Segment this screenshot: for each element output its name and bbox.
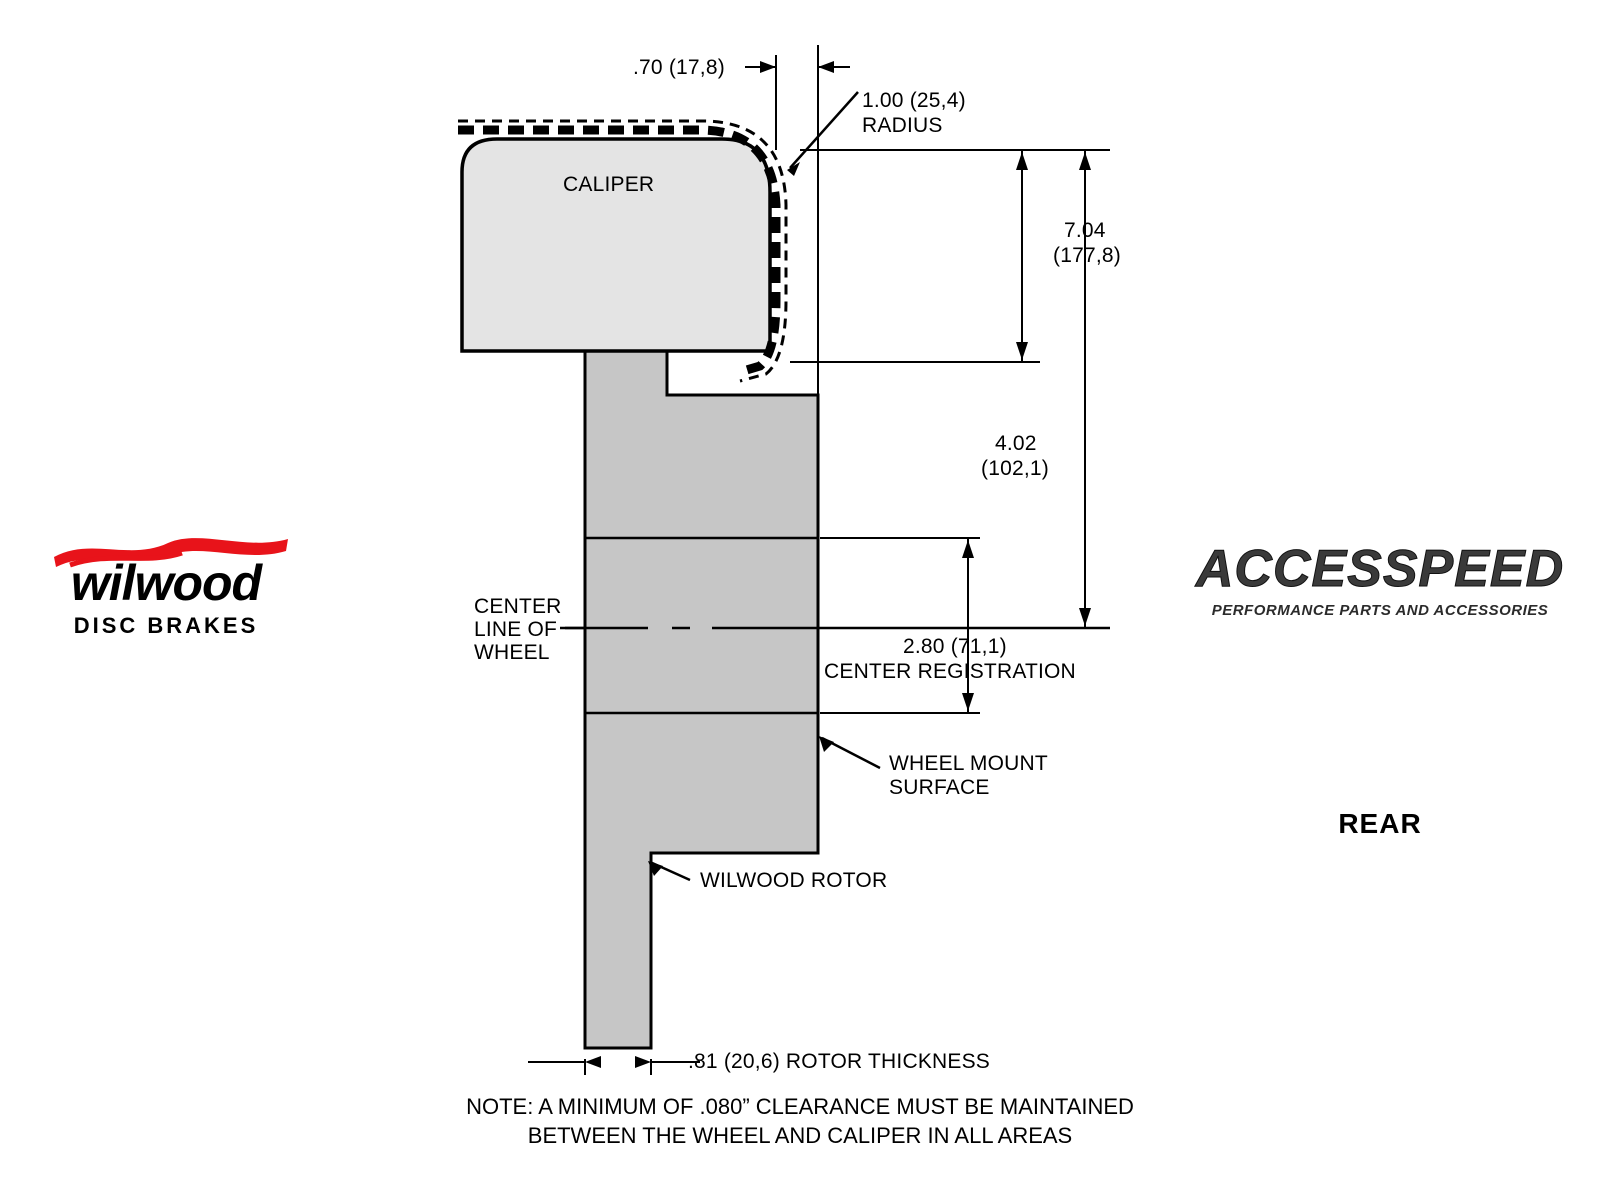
- dimension-upper-height-line2: (102,1): [981, 457, 1049, 480]
- callout-wheel-mount-line2: SURFACE: [889, 776, 990, 799]
- callout-centerline-line1: CENTER: [474, 595, 562, 618]
- dimension-radius-line1: 1.00 (25,4): [862, 89, 966, 112]
- callout-wheel-mount-line1: WHEEL MOUNT: [889, 752, 1048, 775]
- clearance-note-line1: NOTE: A MINIMUM OF .080” CLEARANCE MUST BE MAINTAINED: [466, 1094, 1134, 1119]
- accesspeed-tagline: PERFORMANCE PARTS AND ACCESSORIES: [1211, 602, 1549, 619]
- callout-centerline-line2: LINE OF: [474, 618, 558, 641]
- dimension-center-registration-line1: 2.80 (71,1): [903, 635, 1007, 658]
- wilwood-tagline: DISC BRAKES: [73, 613, 259, 638]
- caliper-shape: [462, 139, 770, 351]
- accesspeed-logo: [1190, 540, 1570, 640]
- wilwood-wordmark: wilwood: [70, 555, 262, 611]
- dimension-upper-height-line1: 4.02: [995, 432, 1037, 455]
- dimension-center-registration-line2: CENTER REGISTRATION: [824, 660, 1076, 683]
- dimension-radius-line2: RADIUS: [862, 114, 943, 137]
- caliper-label: CALIPER: [563, 173, 655, 196]
- dimension-overall-height-line2: (177,8): [1053, 244, 1121, 267]
- wilwood-logo: [10, 527, 320, 647]
- accesspeed-wordmark: ACCESSPEED: [1195, 540, 1565, 598]
- clearance-note-line2: BETWEEN THE WHEEL AND CALIPER IN ALL AREAS: [527, 1123, 1073, 1148]
- callout-rotor: WILWOOD ROTOR: [700, 869, 888, 892]
- dimension-rotor-thickness: .81 (20,6) ROTOR THICKNESS: [688, 1050, 991, 1073]
- dimension-offset-top: .70 (17,8): [633, 56, 725, 79]
- callout-centerline-line3: WHEEL: [474, 641, 550, 664]
- dimension-overall-height-line1: 7.04: [1064, 219, 1106, 242]
- position-label: REAR: [1338, 808, 1422, 839]
